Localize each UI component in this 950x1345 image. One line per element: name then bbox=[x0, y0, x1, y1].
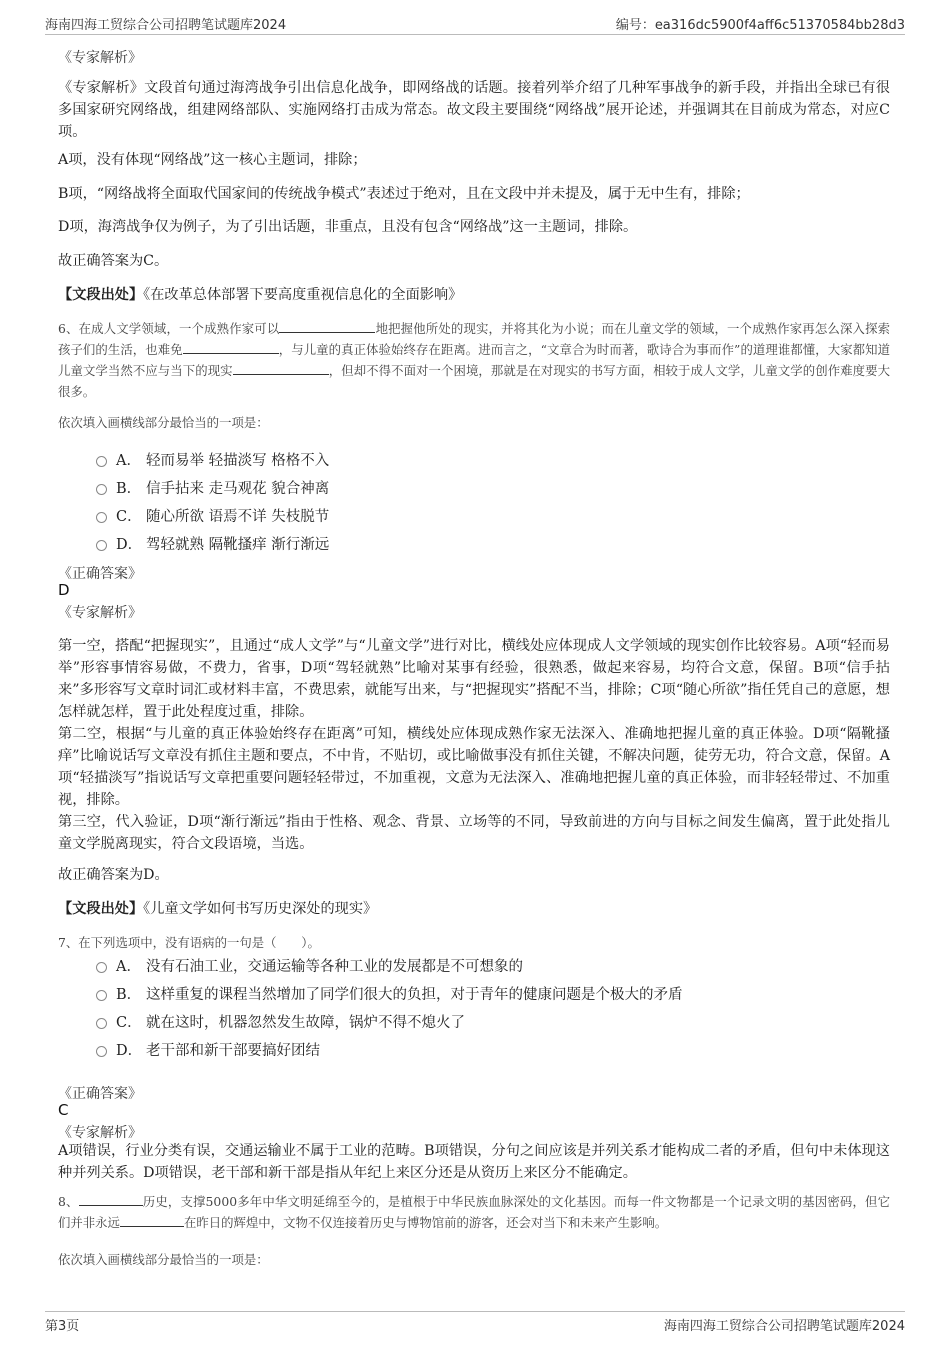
radio-icon[interactable] bbox=[96, 1018, 107, 1029]
q6-source-tag: 【文段出处】 bbox=[58, 901, 144, 917]
footer-rule bbox=[45, 1311, 905, 1312]
q6-answer: D bbox=[58, 581, 70, 599]
q6-option-b[interactable] bbox=[96, 477, 329, 498]
q7-answer-label: 《正确答案》 bbox=[58, 1086, 142, 1102]
option-text: 没有石油工业，交通运输等各种工业的发展都是不可想象的 bbox=[146, 959, 523, 975]
q6-source bbox=[58, 898, 890, 920]
q6-stem-seg3: ，与儿童的真正体验始终存在距离。进而言之，“文章合为时而著，歌诗合为事而作”的道理谁都懂，大家都知道儿童文学当然不应与当下的现实 bbox=[58, 342, 890, 378]
q8-stem-seg3: 在昨日的辉煌中，文物不仅连接着历史与博物馆前的游客，还会对当下和未来产生影响。 bbox=[183, 1215, 668, 1230]
option-text: 驾轻就熟 隔靴搔痒 渐行渐远 bbox=[146, 537, 330, 553]
q7-analysis-label: 《专家解析》 bbox=[58, 1125, 142, 1141]
q7-option-a[interactable] bbox=[96, 955, 523, 976]
q6-blank-2 bbox=[183, 339, 279, 354]
option-label: C． bbox=[116, 509, 142, 525]
q6-answer-label: 《正确答案》 bbox=[58, 566, 142, 582]
option-label: C． bbox=[116, 1015, 142, 1031]
q5-source-tag: 【文段出处】 bbox=[58, 287, 144, 303]
q6-analysis-label: 《专家解析》 bbox=[58, 605, 142, 621]
q5-conclusion: 故正确答案为C。 bbox=[58, 253, 169, 269]
option-text: 轻而易举 轻描淡写 格格不入 bbox=[146, 453, 330, 469]
option-label: B． bbox=[116, 987, 142, 1003]
option-text: 老干部和新干部要搞好团结 bbox=[146, 1043, 320, 1059]
q8-stem bbox=[58, 1191, 890, 1233]
radio-icon[interactable] bbox=[96, 990, 107, 1001]
q7-option-d[interactable] bbox=[96, 1039, 320, 1060]
q5-analysis-paragraph: 《专家解析》文段首句通过海湾战争引出信息化战争，即网络战的话题。接着列举介绍了几种军事战争的新手段，并指出全球已有很多国家研究网络战，组建网络部队、实施网络打击成为常态。故文段主要围绕“网络战”展开论述，并强调其在目前成为常态，对应C项。 bbox=[58, 80, 890, 140]
q8-blank-2 bbox=[120, 1212, 184, 1227]
option-label: D． bbox=[116, 1043, 143, 1059]
q8-prompt: 依次填入画横线部分最恰当的一项是： bbox=[58, 1252, 269, 1267]
q6-option-c[interactable] bbox=[96, 505, 329, 526]
q8-stem-seg1: 8、 bbox=[58, 1194, 79, 1209]
q6-prompt: 依次填入画横线部分最恰当的一项是： bbox=[58, 415, 269, 430]
option-text: 就在这时，机器忽然发生故障，锅炉不得不熄火了 bbox=[146, 1015, 465, 1031]
radio-icon[interactable] bbox=[96, 456, 107, 467]
q5-analysis-a: A项，没有体现“网络战”这一核心主题词，排除； bbox=[58, 152, 367, 168]
footer-title: 海南四海工贸综合公司招聘笔试题库2024 bbox=[663, 1319, 905, 1334]
q6-analysis-p1: 第一空，搭配“把握现实”，且通过“成人文学”与“儿童文学”进行对比，横线处应体现成人文学领域的现实创作比较容易。A项“轻而易举”形容事情容易做，不费力，省事，D项“驾轻就熟”比喻对某事有经验，很熟悉，做起来容易，均符合文意，保留。B项“信手拈来”多形容写文章时词汇或材料丰富，不费思索，就能写出来，与“把握现实”搭配不当，排除；C项“随心所欲”指任凭自己的意愿，想怎样就怎样，置于此处程度过重，排除。 bbox=[58, 638, 891, 720]
q5-analysis-d: D项，海湾战争仅为例子，为了引出话题，非重点，且没有包含“网络战”这一主题词，排除。 bbox=[58, 219, 638, 235]
q8-stem-seg2: 历史，支撑5000多年中华文明延绵至今的，是植根于中华民族血脉深处的文化基因。而每一件文物都是一个记录文明的基因密码，但它们并非永远 bbox=[58, 1194, 890, 1230]
q8-blank-1 bbox=[79, 1191, 143, 1206]
q6-analysis-p2: 第二空，根据“与儿童的真正体验始终存在距离”可知，横线处应体现成熟作家无法深入、准确地把握儿童的真正体验。D项“隔靴搔痒”比喻说话写文章没有抓住主题和要点，不中肯，不贴切，或比喻做事没有抓住关键，不解决问题，徒劳无功，符合文意，保留。A项“轻描淡写”指说话写文章把重要问题轻轻带过，不加重视，文意为无法深入、准确地把握儿童的真正体验，而非轻轻带过、不加重视，排除。 bbox=[58, 726, 890, 808]
q6-blank-3 bbox=[233, 360, 329, 375]
q5-source bbox=[58, 284, 890, 306]
option-label: A． bbox=[116, 453, 141, 469]
q5-analysis-b: B项，“网络战将全面取代国家间的传统战争模式”表述过于绝对，且在文段中并未提及，属于无中生有，排除； bbox=[58, 186, 750, 202]
q6-option-a[interactable] bbox=[96, 449, 329, 470]
option-label: A． bbox=[116, 959, 141, 975]
option-label: D． bbox=[116, 537, 143, 553]
q6-stem-seg2: 地把握他所处的现实，并将其化为小说；而在儿童文学的领域，一个成熟作家再怎么深入探索孩子们的生活，也难免 bbox=[58, 321, 891, 357]
option-text: 信手拈来 走马观花 貌合神离 bbox=[146, 481, 330, 497]
q5-analysis-label: 《专家解析》 bbox=[58, 50, 142, 66]
radio-icon[interactable] bbox=[96, 1046, 107, 1057]
page-number: 第3页 bbox=[45, 1319, 80, 1334]
radio-icon[interactable] bbox=[96, 512, 107, 523]
q5-source-text: 《在改革总体部署下要高度重视信息化的全面影响》 bbox=[143, 287, 463, 303]
option-label: B． bbox=[116, 481, 142, 497]
q6-conclusion: 故正确答案为D。 bbox=[58, 867, 169, 883]
q6-stem bbox=[58, 318, 890, 402]
q7-analysis: A项错误，行业分类有误，交通运输业不属于工业的范畴。B项错误，分句之间应该是并列关系才能构成二者的矛盾，但句中未体现这种并列关系。D项错误，老干部和新干部是指从年纪上来区分还是从资历上来区分不能确定。 bbox=[58, 1143, 890, 1181]
q7-answer: C bbox=[58, 1101, 69, 1119]
header-rule bbox=[45, 34, 905, 35]
q6-blank-1 bbox=[279, 318, 375, 333]
q6-analysis-p3: 第三空，代入验证，D项“渐行渐远”指由于性格、观念、背景、立场等的不同，导致前进的方向与目标之间发生偏离，置于此处指儿童文学脱离现实，符合文段语境，当选。 bbox=[58, 814, 890, 852]
q7-stem: 7、在下列选项中，没有语病的一句是（ ）。 bbox=[58, 935, 320, 950]
radio-icon[interactable] bbox=[96, 484, 107, 495]
radio-icon[interactable] bbox=[96, 540, 107, 551]
option-text: 随心所欲 语焉不详 失枝脱节 bbox=[146, 509, 330, 525]
option-text: 这样重复的课程当然增加了同学们很大的负担，对于青年的健康问题是个极大的矛盾 bbox=[146, 987, 683, 1003]
q7-option-c[interactable] bbox=[96, 1011, 465, 1032]
q6-stem-seg4: ，但却不得不面对一个困境，那就是在对现实的书写方面，相较于成人文学，儿童文学的创作难度要大很多。 bbox=[58, 363, 891, 399]
header-title: 海南四海工贸综合公司招聘笔试题库2024 bbox=[45, 18, 287, 33]
q6-stem-seg1: 6、在成人文学领域，一个成熟作家可以 bbox=[58, 321, 280, 336]
q6-source-text: 《儿童文学如何书写历史深处的现实》 bbox=[143, 901, 378, 917]
radio-icon[interactable] bbox=[96, 962, 107, 973]
document-code: 编号：ea316dc5900f4aff6c51370584bb28d3 bbox=[615, 18, 905, 33]
q6-option-d[interactable] bbox=[96, 533, 329, 554]
q7-option-b[interactable] bbox=[96, 983, 683, 1004]
